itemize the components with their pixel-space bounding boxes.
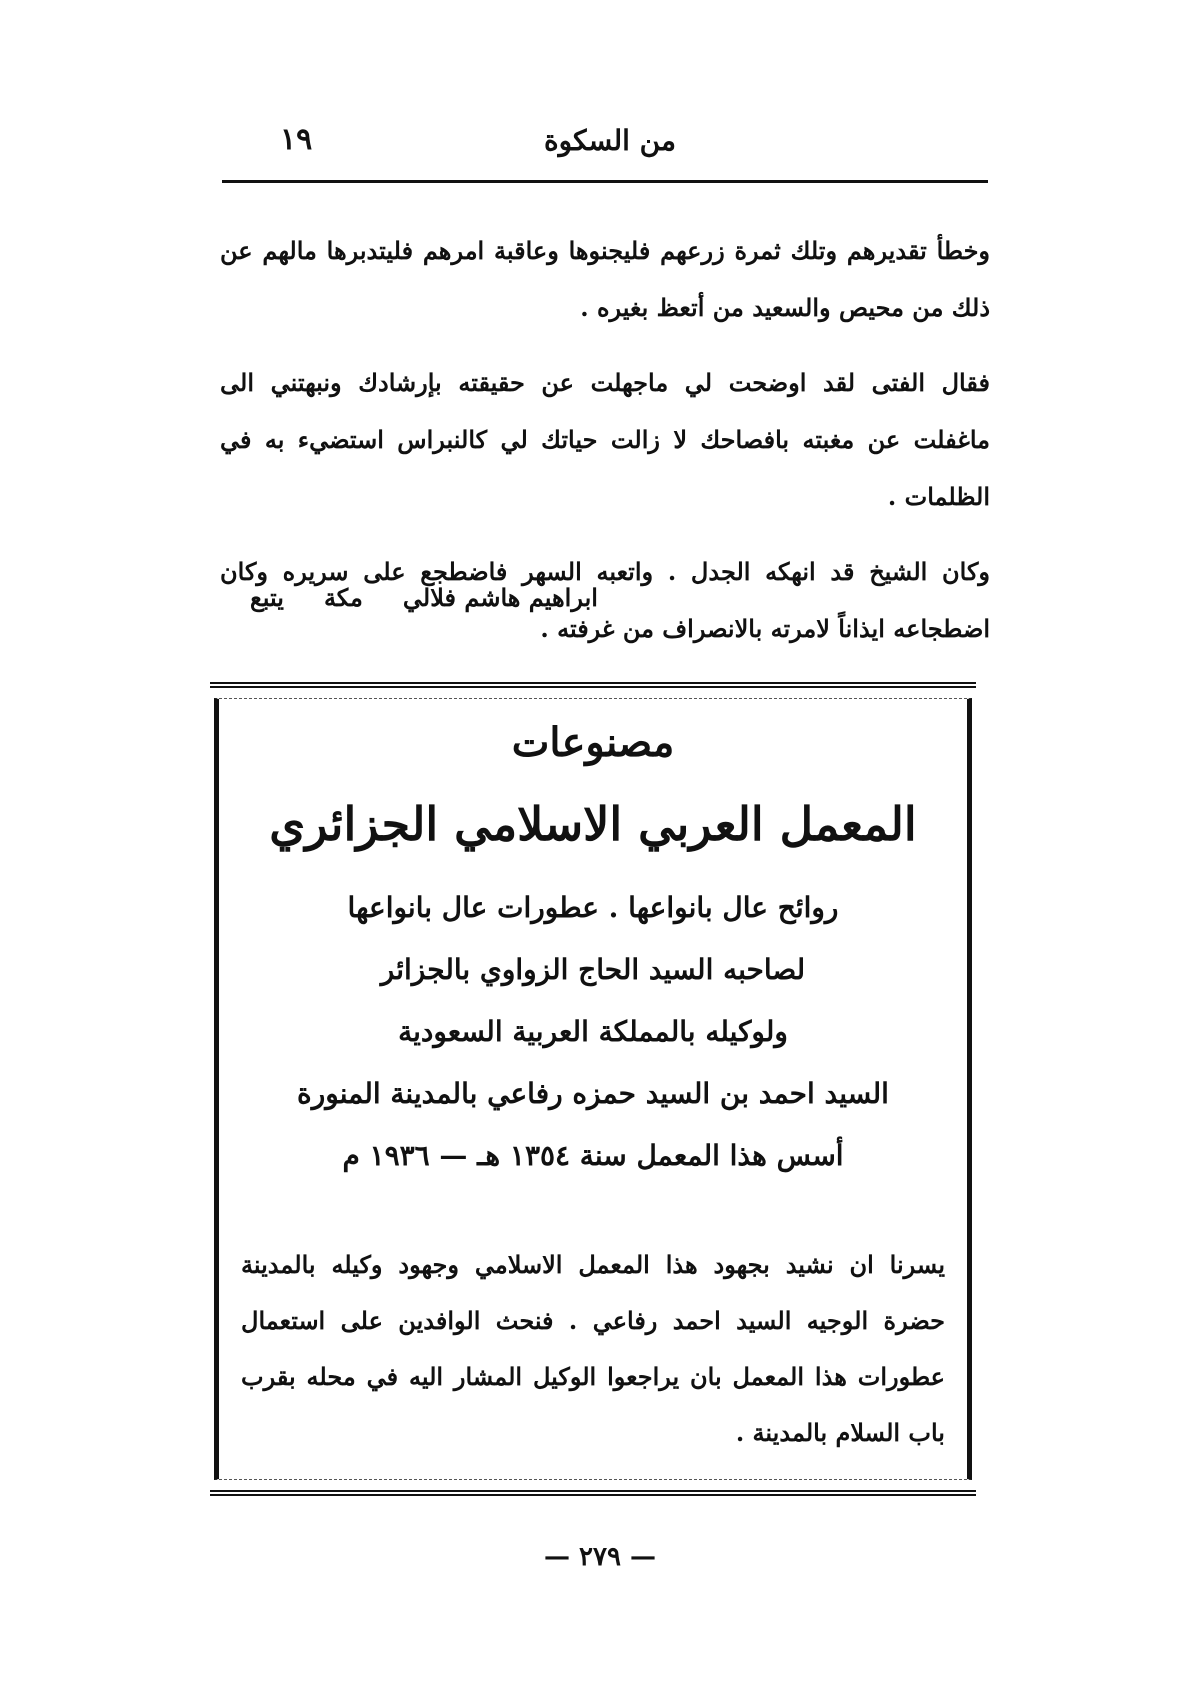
ad-owner: لصاحبه السيد الحاج الزواوي بالجزائر <box>380 953 806 986</box>
ad-products: روائح عال بانواعها . عطورات عال بانواعها <box>347 891 839 924</box>
ad-agent-name: السيد احمد بن السيد حمزه رفاعي بالمدينة المنورة <box>297 1077 889 1110</box>
footer-page-number: — ٢٧٩ — <box>543 1542 657 1572</box>
header-title: من السكوة <box>544 124 676 157</box>
body-paragraph: وخطأ تقديرهم وتلك ثمرة زرعهم فليجنوها وعاقبة امرهم فليتدبرها مالهم عن ذلك من محيص والسعيد من أتعظ بغيره . <box>220 236 990 322</box>
ad-paragraph-text: يسرنا ان نشيد بجهود هذا المعمل الاسلامي وجهود وكيله بالمدينة حضرة الوجيه السيد احمد رفاعي . فنحث الوافدين على استعمال عطورات هذا المعمل بان يراجعوا الوكيل المشار اليه في محله بقرب باب السلام بالمدينة . <box>241 1250 946 1447</box>
body-paragraph: فقال الفتى لقد اوضحت لي ماجهلت عن حقيقته بإرشادك ونبهتني الى ماغفلت عن مغبته بافصاحك لا زالت حياتك لي كالنبراس استضيء به في الظلمات . <box>220 368 990 511</box>
ad-agent-intro: ولوكيله بالمملكة العربية السعودية <box>398 1015 788 1048</box>
body-paragraph: وكان الشيخ قد انهكه الجدل . واتعبه السهر فاضطجع على سريره وكان اضطجاعه ايذاناً لامرته بالانصراف من غرفته . <box>220 557 990 643</box>
signature-author: ابراهيم هاشم فلالي <box>402 583 598 612</box>
ad-founded: أسس هذا المعمل سنة ١٣٥٤ هـ — ١٩٣٦ م <box>342 1139 844 1172</box>
page-header <box>220 118 1000 168</box>
header-page-number: ١٩ <box>280 122 313 157</box>
ad-paragraph <box>241 1237 945 1461</box>
article-signature <box>250 583 650 612</box>
header-divider <box>222 180 988 183</box>
ad-company-name: المعمل العربي الاسلامي الجزائري <box>269 797 917 851</box>
advertisement-content <box>237 719 949 1187</box>
ad-heading: مصنوعات <box>511 719 675 766</box>
continued-label: يتبع <box>250 583 284 612</box>
signature-place: مكة <box>323 583 363 612</box>
advertisement-box <box>210 682 976 1496</box>
advertisement-inner-border <box>214 698 972 1480</box>
